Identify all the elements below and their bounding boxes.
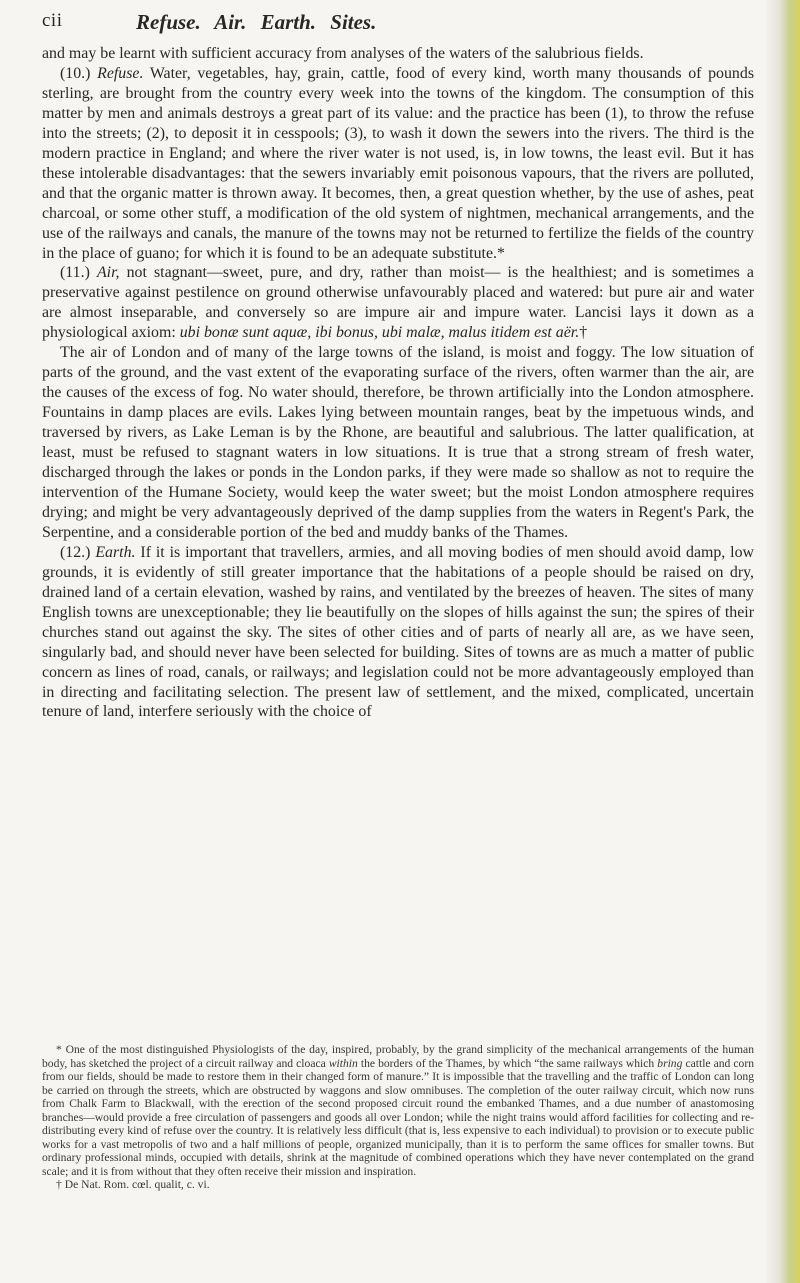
paragraph-london-air bbox=[42, 343, 754, 543]
paragraph-refuse bbox=[42, 64, 754, 264]
footnote-1 bbox=[42, 1043, 754, 1178]
footnote-text: the borders of the Thames, by which “the same railways which bbox=[357, 1056, 658, 1070]
paragraph-text: and may be learnt with sufficient accuracy from analyses of the waters of the salubrious fields. bbox=[42, 45, 644, 62]
section-label: Earth. bbox=[95, 543, 136, 561]
footnote-2 bbox=[42, 1178, 754, 1192]
paragraph-earth bbox=[42, 543, 754, 723]
footnote-emphasis: within bbox=[328, 1056, 358, 1070]
footnote-text: * One of the most distinguished Physiologists of the day, inspired, probably, by the grand simplicity of the mechanical arrangements of the human body, has sketched the project of a circuit railway and cloaca bbox=[42, 1043, 754, 1070]
footnote-marker: † bbox=[579, 324, 588, 342]
running-title: Refuse. Air. Earth. Sites. bbox=[136, 10, 377, 34]
footnote-emphasis: bring bbox=[657, 1056, 683, 1070]
paragraph-number: (10.) bbox=[60, 64, 98, 82]
paragraph-continuation bbox=[42, 44, 754, 64]
latin-quotation: ubi bonæ sunt aquæ, ibi bonus, ubi malæ, malus itidem est aër. bbox=[179, 324, 580, 342]
page-number: cii bbox=[42, 10, 63, 31]
page-edge bbox=[766, 0, 800, 1283]
paragraph-number: (12.) bbox=[60, 543, 96, 561]
section-label: Air, bbox=[96, 264, 120, 282]
body-text bbox=[42, 44, 754, 722]
paragraph-text: The air of London and of many of the large towns of the island, is moist and foggy. The low situation of parts of the ground, and the vast extent of the evaporating surface of the rivers, often warmer than the air, are the causes of the excess of fog. No water should, therefore, be thrown artificially into the London atmosphere. Fountains in damp places are evils. Lakes lying between mountain ranges, beat by the impetuous winds, and traversed by rivers, as Lake Leman is by the Rhone, are beautiful and salubrious. The latter qualification, at least, must be refused to stagnant waters in low situations. It is true that a strong stream of fresh water, discharged through the lakes or ponds in the London parks, if they were made so shallow as not to require the intervention of the Humane Society, would keep the water sweet; but the moist London atmosphere requires drying; and might be very advantageously deprived of the damp supplies from the waters in Regent's Park, the Serpentine, and a considerable portion of the bed and muddy banks of the Thames. bbox=[42, 344, 754, 541]
section-label: Refuse. bbox=[97, 64, 144, 82]
page-header bbox=[40, 8, 760, 34]
paragraph-text: not stagnant—sweet, pure, and dry, rather than moist— is the healthiest; and is sometimes a preservative against pestilence on ground otherwise unfavourably placed and watered: but pure air and water are almost inseparable, and conversely so are impure air and impure water. Lancisi lays it down as a physiological axiom: bbox=[42, 264, 754, 342]
footnotes bbox=[42, 1043, 754, 1192]
paragraph-text: If it is important that travellers, armies, and all moving bodies of men should avoid damp, low grounds, it is evidently of still greater importance that the habitations of a people should be raised on dry, drained land of a certain elevation, washed by rains, and ventilated by the breezes of heaven. The sites of many English towns are unexceptionable; they lie beautifully on the slopes of hills against the sun; the spires of their churches stand out against the sky. The sites of other cities and of parts of nearly all are, as we have seen, singularly bad, and should never have been selected for building. Sites of towns are as much a matter of public concern as lines of road, canals, or railways; and legislation could not be more advantageously employed than in directing and facilitating selection. The present law of settlement, and the mixed, complicated, uncertain tenure of land, interfere seriously with the choice of bbox=[42, 543, 755, 721]
paragraph-air bbox=[42, 263, 754, 343]
footnote-text: † De Nat. Rom. cœl. qualit, c. vi. bbox=[56, 1178, 210, 1191]
paragraph-text: Water, vegetables, hay, grain, cattle, food of every kind, worth many thousands of pounds sterling, are brought from the country every week into the towns of the kingdom. The consumption of this matter by men and animals destroys a great part of its value: and the practice has been (1), to throw the refuse into the streets; (2), to deposit it in cesspools; (3), to wash it down the sewers into the rivers. The third is the modern practice in England; and where the river water is not used, is, in low towns, the least evil. But it has these intolerable disadvantages: that the sewers invariably emit poisonous vapours, that the rivers are polluted, and that the organic matter is thrown away. It becomes, then, a great question whether, by the use of ashes, peat charcoal, or some other stuff, a modification of the old system of nightmen, mechanical arrangements, and the use of the railways and canals, the manure of the towns may not be returned to fertilize the fields of the country in the place of guano; for which it is found to be an adequate substitute.* bbox=[42, 64, 755, 262]
paragraph-number: (11.) bbox=[60, 264, 97, 282]
footnote-text: cattle and corn from our fields, should be made to restore them in their changed form of manure.” It is impossible that the travelling and the traffic of London can long be carried on through the streets, which are obstructed by waggons and slow omnibuses. The completion of the outer railway circuit, which now runs from Chalk Farm to Blackwall, with the erection of the second proposed circuit round the embanked Thames, and a due number of anastomosing branches—would provide a free circulation of passengers and goods all over London; while the night trains would afford facilities for collecting and re-distributing every kind of refuse over the country. It is relatively less difficult (that is, less expensive to each individual) to provision or to execute public works for a vast metropolis of two and a half millions of people, organized municipally, than it is to perform the same offices for smaller towns. But ordinary professional minds, occupied with details, shrink at the magnitude of combined operations which they have never contemplated on the grand scale; and it is from without that they often receive their mission and inspiration. bbox=[42, 1056, 755, 1178]
